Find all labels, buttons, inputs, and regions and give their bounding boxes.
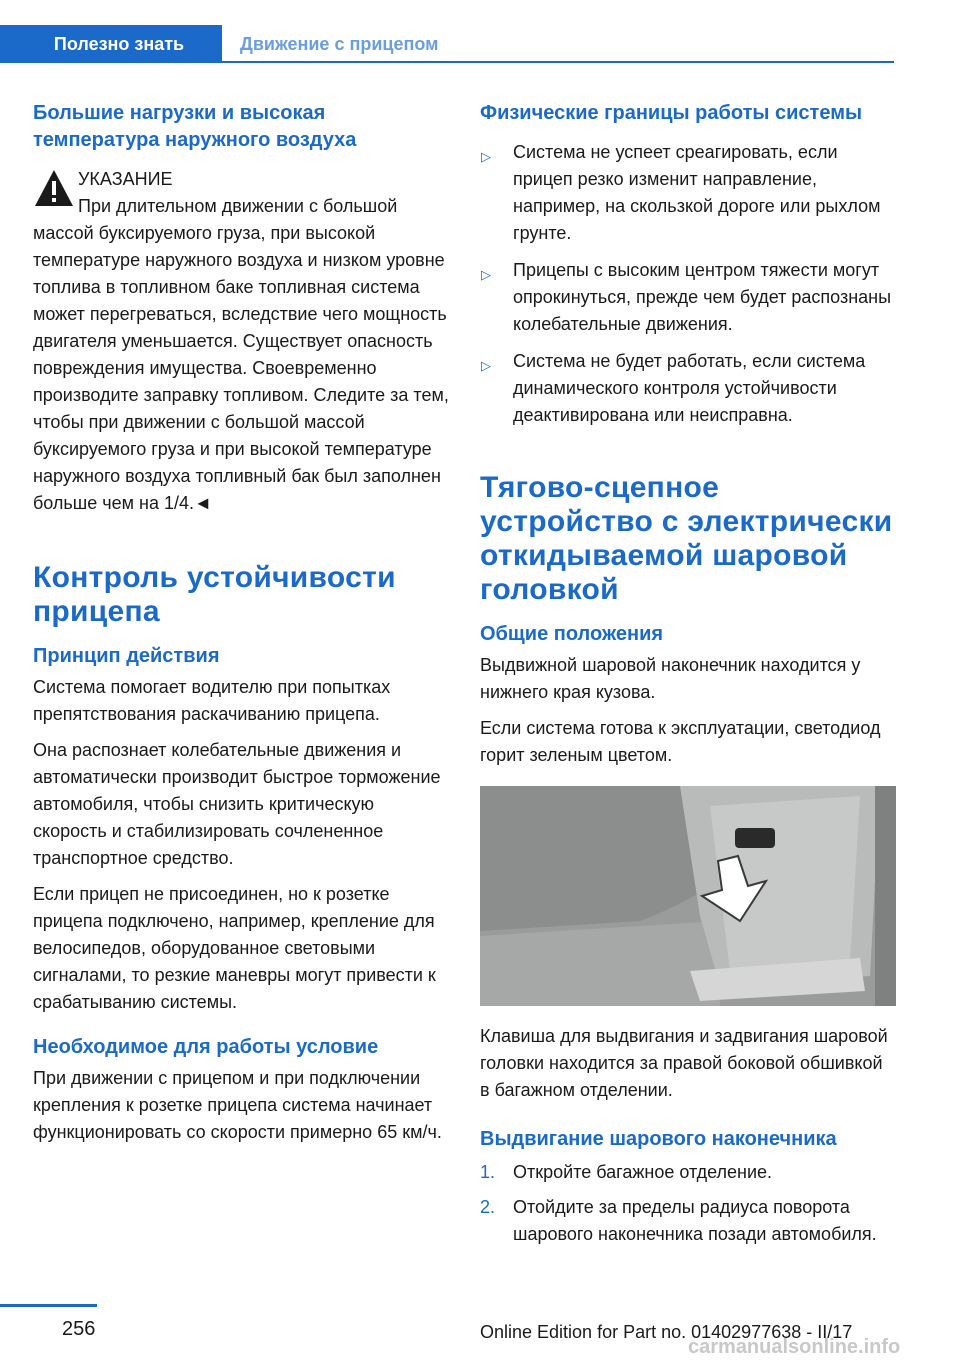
left-column bbox=[33, 100, 449, 1155]
list-item: 2. Отойдите за пределы радиуса поворота шарового наконечника позади автомобиля. bbox=[480, 1194, 896, 1248]
limits-list bbox=[480, 139, 896, 429]
edition-text: Online Edition for Part no. 01402977638 - II/17 bbox=[480, 1322, 853, 1342]
warning-block bbox=[33, 166, 449, 517]
page-header bbox=[0, 0, 960, 62]
steps-list bbox=[480, 1159, 896, 1248]
heading-limits: Физические границы работы системы bbox=[480, 102, 863, 124]
list-item: 1. Откройте багажное отделение. bbox=[480, 1159, 896, 1186]
heading-principle: Принцип действия bbox=[33, 645, 220, 667]
tab-trailer-driving[interactable]: Движение с прицепом bbox=[240, 33, 439, 54]
list-item: ▷ Прицепы с высоким центром тяжести могут опрокинуться, прежде чем будет распознаны колебательные движения. bbox=[481, 260, 892, 334]
step-number: 1. bbox=[480, 1162, 496, 1182]
heading-condition: Необходимое для работы условие bbox=[33, 1036, 379, 1058]
figure-caption: Клавиша для выдвигания и задвигания шаровой головки находится за правой боковой обшивкой в багажном отделении. bbox=[480, 1026, 888, 1100]
tab-useful-info[interactable]: Полезно знать bbox=[0, 25, 222, 63]
list-item: ▷ Система не будет работать, если система динамического контроля устойчивости деактивирована или неисправна. bbox=[481, 351, 866, 425]
heading-stability: Контроль устойчивости прицепа bbox=[33, 561, 396, 628]
paragraph: При движении с прицепом и при подключении крепления к розетке прицепа система начинает функционировать со скорости примерно 65 км/ч. bbox=[33, 1068, 442, 1142]
heading-general: Общие положения bbox=[480, 623, 664, 645]
paragraph: Система помогает водителю при попытках препятствования раскачиванию прицепа. bbox=[33, 677, 391, 724]
right-column bbox=[480, 100, 896, 1256]
step-number: 2. bbox=[480, 1197, 496, 1217]
heading-extend: Выдвигание шарового наконечника bbox=[480, 1128, 837, 1150]
warning-triangle-icon bbox=[33, 168, 75, 208]
watermark: carmanualsonline.info bbox=[688, 1336, 901, 1358]
list-item: ▷ Система не успеет среагировать, если прицеп резко изменит направление, например, на скользкой дороге или рыхлом грунте. bbox=[481, 142, 881, 243]
header-divider bbox=[222, 61, 894, 63]
triangle-right-icon: ▷ bbox=[481, 149, 491, 164]
paragraph: Выдвижной шаровой наконечник находится у нижнего края кузова. bbox=[480, 655, 861, 702]
paragraph: Она распознает колебательные движения и автоматически производит быстрое торможение автомобиля, чтобы снизить критическую скорость и стабилизировать сочлененное транспортное средство. bbox=[33, 740, 441, 868]
warning-title: УКАЗАНИЕ bbox=[78, 169, 173, 189]
footer-divider bbox=[0, 1304, 97, 1307]
warning-text: При длительном движении с большой массой буксируемого груза, при высокой температуре наружного воздуха и низком уровне топлива в топливном баке топливная система может перегреваться, вследствие чего мощность двигателя уменьшается. Существует опасность повреждения имущества. Своевременно производите заправку топливом. Следите за тем, чтобы при движении с большой массой буксируемого груза и при высокой температуре наружного воздуха топливный бак был заполнен больше чем на 1/4.◄ bbox=[33, 196, 449, 513]
trunk-button-figure bbox=[480, 786, 896, 1006]
page-number: 256 bbox=[62, 1318, 96, 1340]
triangle-right-icon: ▷ bbox=[481, 358, 491, 373]
heading-hitch: Тягово-сцепное устройство с электрически откидываемой шаровой головкой bbox=[480, 471, 893, 606]
paragraph: Если прицеп не присоединен, но к розетке прицепа подключено, например, крепление для велосипедов, оборудованное световыми сигналами, то резкие маневры могут привести к срабатыванию системы. bbox=[33, 884, 436, 1012]
paragraph: Если система готова к эксплуатации, светодиод горит зеленым цветом. bbox=[480, 718, 881, 765]
triangle-right-icon: ▷ bbox=[481, 267, 491, 282]
heading-loads: Большие нагрузки и высокая температура наружного воздуха bbox=[33, 102, 357, 151]
